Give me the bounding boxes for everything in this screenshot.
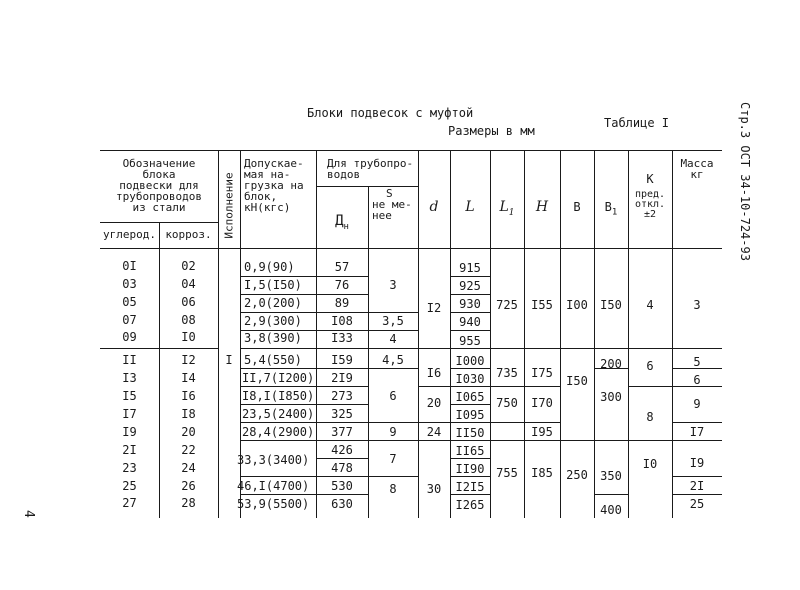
cell-mass: 9 <box>693 397 701 411</box>
cell-load: 53,9(5500) <box>237 497 310 511</box>
cell-carbon: I9 <box>122 425 137 439</box>
cell-H: I55 <box>531 298 553 312</box>
cell-load: 3,8(390) <box>244 331 302 345</box>
cell-corrosion: 02 <box>181 259 196 273</box>
cell-K: I0 <box>642 457 658 471</box>
cell-dn: 630 <box>331 497 353 511</box>
cell-K: 6 <box>646 359 654 373</box>
cell-B1: 400 <box>600 503 622 517</box>
cell-L: I095 <box>455 408 485 422</box>
cell-load: 28,4(2900) <box>242 425 315 439</box>
header-allowable-load: Допускае- мая на- грузка на блок, кН(кгс) <box>244 157 304 214</box>
cell-corrosion: 20 <box>181 425 196 439</box>
cell-dn: 89 <box>334 296 350 310</box>
cell-mass: 5 <box>693 355 701 369</box>
header-carbon-steel: углерод. <box>103 228 156 241</box>
cell-d: I2 <box>426 301 442 315</box>
cell-carbon: 2I <box>122 443 137 457</box>
header-wall-thickness: S не ме- нее <box>372 187 412 222</box>
header-execution: Исполнение <box>222 172 236 239</box>
cell-L1: 725 <box>496 298 518 312</box>
cell-corrosion: I0 <box>181 330 196 344</box>
cell-load: 23,5(2400) <box>242 407 315 421</box>
cell-mass: 6 <box>693 373 701 387</box>
cell-B: I50 <box>566 374 588 388</box>
cell-load: 5,4(550) <box>244 353 302 367</box>
header-K-tolerance: пред. откл. ±2 <box>634 189 666 220</box>
table-title: Блоки подвесок с муфтой <box>307 106 474 120</box>
cell-s: 3 <box>389 278 397 292</box>
cell-dn: 478 <box>331 461 353 475</box>
cell-s: 6 <box>389 389 397 403</box>
cell-H: I95 <box>531 425 553 439</box>
cell-L: II50 <box>455 426 485 440</box>
cell-L: I2I5 <box>455 480 485 494</box>
cell-execution: I <box>225 353 233 367</box>
cell-s: 7 <box>389 452 397 466</box>
cell-L1: 735 <box>496 366 518 380</box>
cell-K: 4 <box>646 298 654 312</box>
cell-carbon: 23 <box>122 461 137 475</box>
cell-d: 20 <box>426 396 442 410</box>
cell-carbon: I7 <box>122 407 137 421</box>
header-H: H <box>535 199 549 215</box>
header-mass: Масса кг <box>680 157 714 181</box>
cell-L: II65 <box>455 444 485 458</box>
dimensions-note: Размеры в мм <box>448 124 535 138</box>
header-designation: Обозначение блока подвески для трубопроводов из стали <box>115 157 203 214</box>
page-number: 4 <box>21 510 36 518</box>
header-L1: $L_1$ <box>499 199 515 218</box>
cell-corrosion: 26 <box>181 479 196 493</box>
cell-carbon: II <box>122 353 137 367</box>
cell-L: 925 <box>459 279 481 293</box>
cell-corrosion: 28 <box>181 496 196 510</box>
cell-d: 30 <box>426 482 442 496</box>
cell-carbon: 09 <box>122 330 137 344</box>
cell-dn: 273 <box>331 389 353 403</box>
cell-s: 3,5 <box>382 314 404 328</box>
cell-dn: I08 <box>331 314 353 328</box>
cell-corrosion: I4 <box>181 371 196 385</box>
standard-reference: Стр.3 ОСТ 34-10-724-93 <box>738 102 752 261</box>
table-label: Таблице I <box>604 116 670 130</box>
cell-L: I030 <box>455 372 485 386</box>
cell-B1: I50 <box>600 298 622 312</box>
cell-mass: I7 <box>689 425 705 439</box>
header-dn: $Д_н$ <box>335 213 349 232</box>
cell-H: I85 <box>531 466 553 480</box>
cell-H: I75 <box>531 366 553 380</box>
cell-H: I70 <box>531 396 553 410</box>
cell-corrosion: I6 <box>181 389 196 403</box>
cell-B1: 300 <box>600 390 622 404</box>
header-B: B <box>573 200 581 214</box>
cell-load: I,5(I50) <box>244 278 302 292</box>
header-K: К <box>646 172 654 186</box>
cell-s: 9 <box>389 425 397 439</box>
cell-carbon: 03 <box>122 277 137 291</box>
cell-load: 0,9(90) <box>244 260 295 274</box>
cell-load: II,7(I200) <box>242 371 315 385</box>
cell-load: 2,9(300) <box>244 314 302 328</box>
cell-s: 4,5 <box>382 353 404 367</box>
cell-L: 940 <box>459 315 481 329</box>
cell-load: I8,I(I850) <box>242 389 315 403</box>
cell-L: 915 <box>459 261 481 275</box>
cell-mass: 25 <box>689 497 705 511</box>
cell-dn: I59 <box>331 353 353 367</box>
cell-mass: 2I <box>689 479 705 493</box>
cell-L: I265 <box>455 498 485 512</box>
cell-L: 930 <box>459 297 481 311</box>
cell-B1: 350 <box>600 469 622 483</box>
cell-carbon: 27 <box>122 496 137 510</box>
cell-corrosion: 06 <box>181 295 196 309</box>
header-B1: $B_1$ <box>604 200 618 218</box>
cell-mass: I9 <box>689 456 705 470</box>
cell-corrosion: 24 <box>181 461 196 475</box>
cell-corrosion: 22 <box>181 443 196 457</box>
cell-s: 4 <box>389 332 397 346</box>
header-corrosion-steel: корроз. <box>165 228 212 241</box>
cell-s: 8 <box>389 482 397 496</box>
cell-corrosion: I2 <box>181 353 196 367</box>
cell-B1: 200 <box>600 357 622 371</box>
cell-mass: 3 <box>693 298 701 312</box>
cell-B: I00 <box>566 298 588 312</box>
cell-L: I000 <box>455 354 485 368</box>
cell-carbon: 07 <box>122 313 137 327</box>
cell-d: 24 <box>426 425 442 439</box>
cell-dn: 377 <box>331 425 353 439</box>
cell-dn: 530 <box>331 479 353 493</box>
cell-corrosion: 08 <box>181 313 196 327</box>
cell-dn: I33 <box>331 331 353 345</box>
cell-load: 2,0(200) <box>244 296 302 310</box>
cell-load: 33,3(3400) <box>237 453 310 467</box>
cell-corrosion: 04 <box>181 277 196 291</box>
cell-L1: 755 <box>496 466 518 480</box>
cell-carbon: I5 <box>122 389 137 403</box>
cell-dn: 426 <box>331 443 353 457</box>
cell-dn: 325 <box>331 407 353 421</box>
header-L: L <box>465 199 475 215</box>
cell-K: 8 <box>646 410 654 424</box>
cell-B: 250 <box>566 468 588 482</box>
cell-load: 46,I(4700) <box>237 479 310 493</box>
cell-L: 955 <box>459 334 481 348</box>
cell-dn: 76 <box>334 278 350 292</box>
cell-dn: 2I9 <box>331 371 353 385</box>
cell-carbon: I3 <box>122 371 137 385</box>
cell-L: I065 <box>455 390 485 404</box>
cell-L1: 750 <box>496 396 518 410</box>
cell-carbon: 25 <box>122 479 137 493</box>
cell-corrosion: I8 <box>181 407 196 421</box>
cell-L: II90 <box>455 462 485 476</box>
header-d: d <box>429 199 439 215</box>
cell-carbon: 05 <box>122 295 137 309</box>
cell-d: I6 <box>426 366 442 380</box>
cell-dn: 57 <box>334 260 350 274</box>
cell-carbon: 0I <box>122 259 137 273</box>
header-for-pipelines: Для трубопро- водов <box>327 157 414 181</box>
